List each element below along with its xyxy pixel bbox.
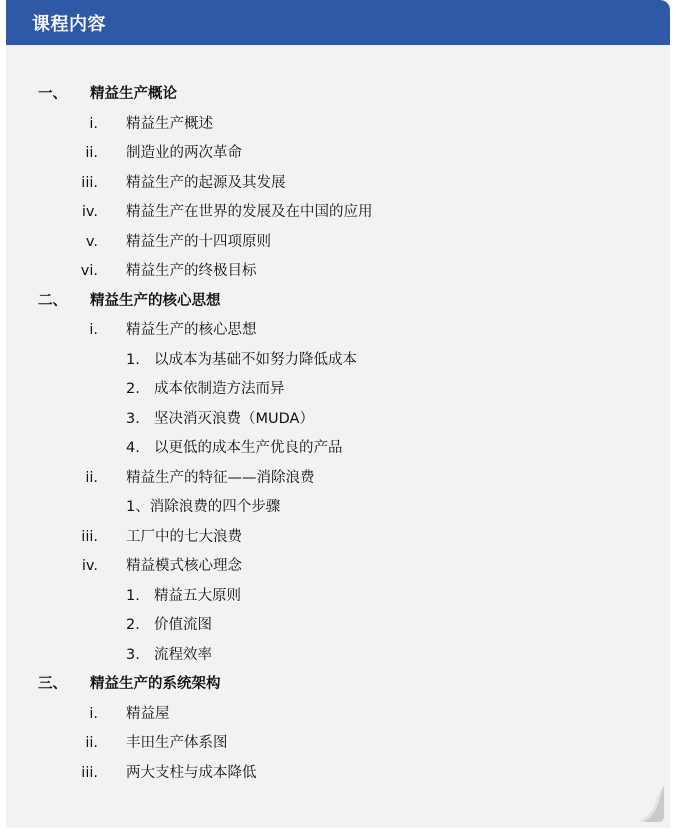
outline-text: 价值流图: [154, 617, 212, 633]
outline-number: ii.: [85, 469, 98, 486]
outline-item: [6, 434, 670, 464]
outline-text: 精益屋: [126, 705, 170, 722]
outline-text: 两大支柱与成本降低: [126, 764, 257, 781]
outline-subsection: [6, 552, 670, 582]
outline-number: ii.: [85, 145, 98, 161]
outline-subsection: [6, 139, 670, 169]
outline-text: 以更低的成本生产优良的产品: [154, 440, 343, 456]
outline-section: [6, 670, 670, 700]
outline-subsection: [6, 700, 670, 730]
outline-number: iv.: [81, 558, 98, 574]
outline-text: 成本依制造方法而异: [154, 381, 285, 397]
outline-number: v.: [85, 233, 98, 250]
outline-subsection: [6, 464, 670, 494]
header-bar: [6, 0, 670, 45]
outline-number: 3.: [126, 410, 140, 427]
outline-list: [6, 80, 670, 788]
outline-item: [6, 375, 670, 405]
outline-subsection: [6, 729, 670, 759]
outline-number: i.: [89, 705, 98, 722]
outline-text: 制造业的两次革命: [126, 145, 242, 161]
outline-text: 精益生产的十四项原则: [126, 233, 271, 250]
outline-text: 精益生产的核心思想: [90, 292, 221, 309]
outline-number: 1.: [126, 587, 140, 604]
outline-text: 精益生产的终极目标: [126, 263, 257, 279]
outline-number: 2.: [126, 617, 140, 633]
outline-number: 2.: [126, 381, 140, 397]
outline-item: [6, 641, 670, 671]
outline-text: 以成本为基础不如努力降低成本: [154, 351, 357, 368]
outline-subsection: [6, 316, 670, 346]
outline-number: 一、: [38, 86, 67, 102]
outline-number: 三、: [38, 676, 67, 692]
outline-subsection: [6, 228, 670, 258]
outline-item: [6, 405, 670, 435]
outline-text: 精益生产概论: [90, 86, 177, 102]
outline-subsection: [6, 110, 670, 140]
outline-section: [6, 80, 670, 110]
outline-number: iv.: [81, 204, 98, 220]
outline-text: 精益生产的核心思想: [126, 322, 257, 338]
outline-number: vi.: [80, 263, 98, 279]
outline-text: 丰田生产体系图: [126, 735, 228, 751]
outline-section: [6, 287, 670, 317]
outline-number: 3.: [126, 646, 140, 663]
outline-text: 坚决消灭浪费（MUDA）: [154, 410, 314, 427]
outline-subsection: [6, 523, 670, 553]
outline-text: 精益生产概述: [126, 115, 213, 132]
course-content-card: [6, 0, 670, 828]
outline-number: i.: [89, 115, 98, 132]
outline-text: 精益生产的特征——消除浪费: [126, 469, 315, 486]
outline-text: 流程效率: [154, 646, 212, 663]
outline-text: 精益模式核心理念: [126, 558, 242, 574]
outline-number: 4.: [126, 440, 140, 456]
page-title: 课程内容: [32, 14, 106, 34]
outline-text: 工厂中的七大浪费: [126, 528, 242, 545]
outline-text: 精益生产的起源及其发展: [126, 174, 286, 191]
outline-subsection: [6, 759, 670, 789]
outline-subsection: [6, 169, 670, 199]
outline-text: 精益生产在世界的发展及在中国的应用: [126, 204, 373, 220]
page-curl-icon: [638, 786, 664, 822]
outline-text: 精益五大原则: [154, 587, 241, 604]
outline-subsection: [6, 257, 670, 287]
outline-number: iii.: [81, 764, 98, 781]
outline-number: ii.: [85, 735, 98, 751]
outline-number: i.: [89, 322, 98, 338]
outline-item: [6, 493, 670, 523]
outline-text: 1、消除浪费的四个步骤: [126, 499, 281, 515]
outline-item: [6, 582, 670, 612]
outline-number: 二、: [38, 292, 67, 309]
outline-number: iii.: [81, 174, 98, 191]
outline-number: 1.: [126, 351, 140, 368]
outline-text: 精益生产的系统架构: [90, 676, 221, 692]
outline-number: iii.: [81, 528, 98, 545]
outline-item: [6, 611, 670, 641]
outline-subsection: [6, 198, 670, 228]
outline-item: [6, 346, 670, 376]
